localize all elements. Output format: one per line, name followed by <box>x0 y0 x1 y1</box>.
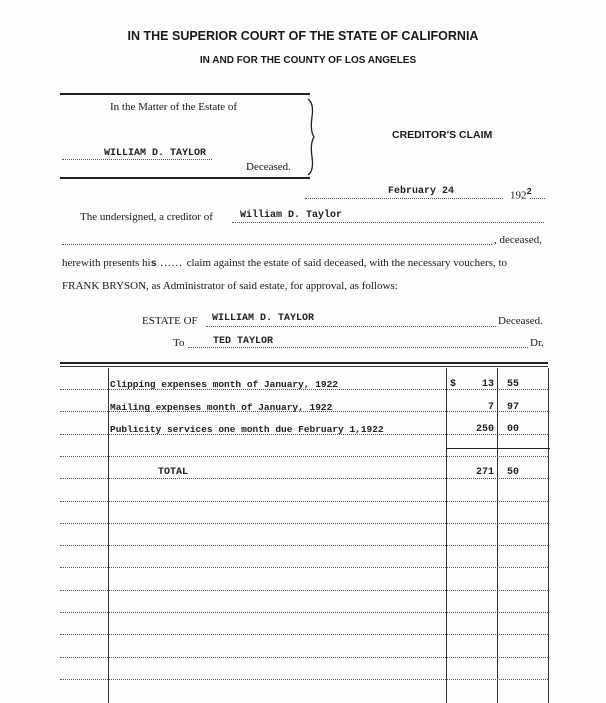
deceased-suffix: , deceased, <box>494 234 542 246</box>
ledger-col-desc <box>108 368 109 703</box>
to-name: TED TAYLOR <box>213 336 274 347</box>
ledger-top-rule-2 <box>60 366 548 367</box>
ledger-col-cents <box>497 368 498 703</box>
matter-name-line <box>62 159 212 160</box>
date-text: February 24 <box>388 186 455 197</box>
item-1-currency: $ <box>450 379 457 390</box>
ledger-rule <box>60 590 548 591</box>
matter-bottom-rule <box>60 177 310 179</box>
ledger-rule <box>60 456 548 457</box>
matter-deceased: Deceased. <box>246 161 291 173</box>
estate-label: ESTATE OF <box>142 315 198 327</box>
blank-line <box>62 244 492 245</box>
item-1-cents: 55 <box>507 379 520 390</box>
total-cents: 50 <box>507 467 520 478</box>
total-label: TOTAL <box>158 467 189 478</box>
item-3-cents: 00 <box>507 424 520 435</box>
presents-line: herewith presents his ...... claim against the estate of said deceased, with the necessary vouchers, to <box>62 257 508 270</box>
ledger-col-dollars <box>446 368 447 703</box>
matter-brace <box>304 97 318 177</box>
to-dr: Dr. <box>530 337 544 349</box>
ledger-rule <box>60 657 548 658</box>
date-year: $192^2$ <box>510 187 532 202</box>
item-2-dollars: 7 <box>487 402 494 413</box>
item-1-desc: Clipping expenses month of January, 1922 <box>110 379 339 390</box>
ledger-rule <box>60 523 548 524</box>
date-year-line <box>530 198 545 199</box>
ledger-rule <box>60 679 548 680</box>
estate-line <box>206 326 496 327</box>
court-title: IN THE SUPERIOR COURT OF THE STATE OF CALIFORNIA <box>127 29 479 43</box>
matter-top-rule <box>60 93 310 95</box>
estate-deceased: Deceased. <box>498 315 543 327</box>
to-line <box>188 347 528 348</box>
ledger-rule <box>60 612 548 613</box>
claim-title: CREDITOR'S CLAIM <box>392 129 493 141</box>
total-dollars: 271 <box>475 467 494 478</box>
creditor-line <box>232 222 544 223</box>
ledger-rule <box>60 501 548 502</box>
item-3-dollars: 250 <box>475 424 494 435</box>
item-3-desc: Publicity services one month due February 1,1922 <box>110 424 384 435</box>
matter-label: In the Matter of the Estate of <box>110 101 238 113</box>
sum-rule <box>446 448 550 449</box>
estate-name: WILLIAM D. TAYLOR <box>212 313 315 324</box>
court-subtitle: IN AND FOR THE COUNTY OF LOS ANGELES <box>199 55 417 66</box>
ledger-col-end <box>548 368 549 703</box>
creditor-of: William D. Taylor <box>240 210 343 221</box>
to-label: To <box>173 337 185 349</box>
item-1-dollars: 13 <box>481 379 494 390</box>
ledger-rule <box>60 478 548 479</box>
ledger-rule <box>60 545 548 546</box>
matter-name: WILLIAM D. TAYLOR <box>104 148 207 159</box>
item-2-cents: 97 <box>507 402 520 413</box>
ledger-rule <box>60 567 548 568</box>
creditor-prefix: The undersigned, a creditor of <box>80 211 213 223</box>
ledger-rule <box>60 634 548 635</box>
ledger-top-rule <box>60 362 548 364</box>
administrator-line: FRANK BRYSON, as Administrator of said estate, for approval, as follows: <box>62 280 398 292</box>
item-2-desc: Mailing expenses month of January, 1922 <box>110 402 333 413</box>
date-line <box>305 198 503 199</box>
